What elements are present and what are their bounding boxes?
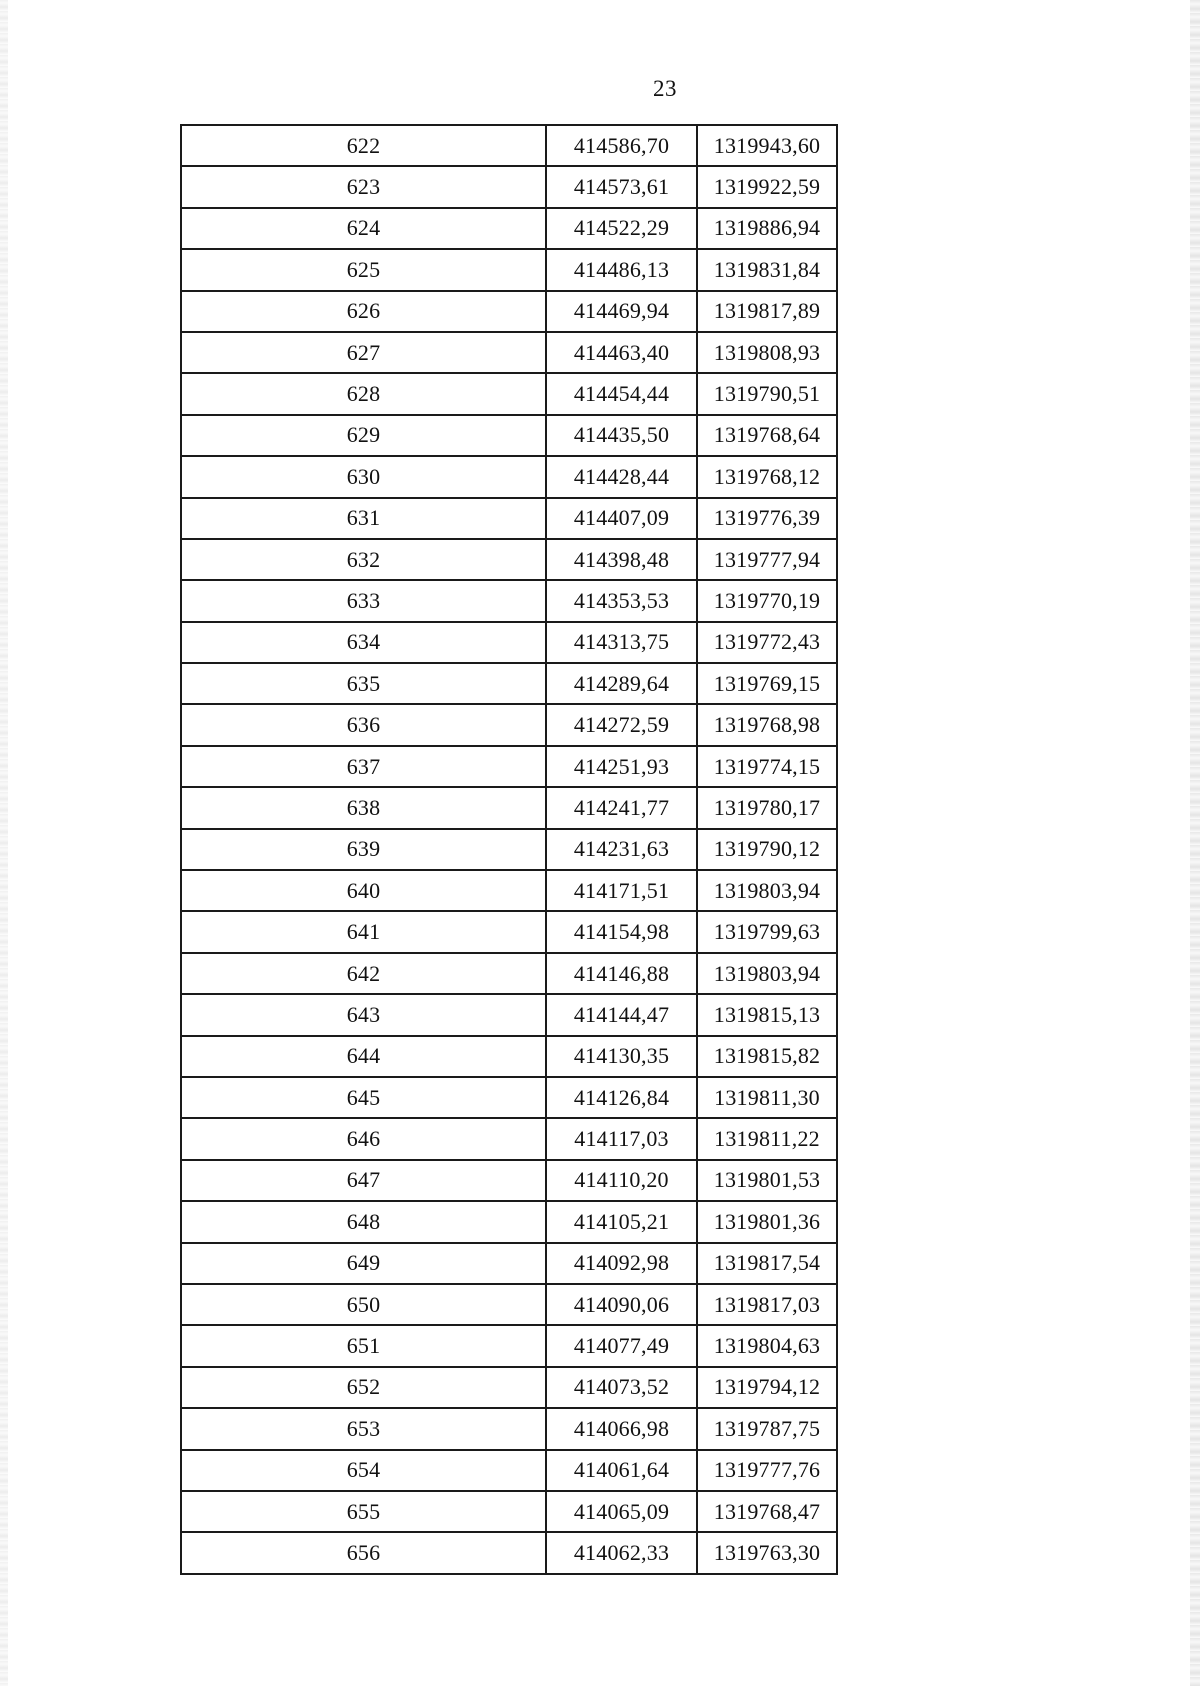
table-row: [181, 1284, 837, 1325]
point-number-cell: 630: [181, 456, 546, 497]
point-number-cell: 644: [181, 1036, 546, 1077]
table-row: [181, 1118, 837, 1159]
x-coordinate-cell: 414090,06: [546, 1284, 697, 1325]
point-number-cell: 629: [181, 415, 546, 456]
y-coordinate-cell: 1319790,51: [697, 373, 837, 414]
table-row: [181, 994, 837, 1035]
x-coordinate-cell: 414126,84: [546, 1077, 697, 1118]
coordinates-table-body: [181, 125, 837, 1574]
point-number-cell: 638: [181, 787, 546, 828]
point-number-cell: 639: [181, 829, 546, 870]
x-coordinate-cell: 414435,50: [546, 415, 697, 456]
point-number-cell: 635: [181, 663, 546, 704]
table-row: [181, 332, 837, 373]
point-number-cell: 637: [181, 746, 546, 787]
point-number-cell: 636: [181, 704, 546, 745]
point-number-cell: 622: [181, 125, 546, 166]
point-number-cell: 645: [181, 1077, 546, 1118]
x-coordinate-cell: 414251,93: [546, 746, 697, 787]
point-number-cell: 625: [181, 249, 546, 290]
table-row: [181, 1491, 837, 1532]
point-number-cell: 648: [181, 1201, 546, 1242]
x-coordinate-cell: 414073,52: [546, 1367, 697, 1408]
table-row: [181, 125, 837, 166]
y-coordinate-cell: 1319769,15: [697, 663, 837, 704]
x-coordinate-cell: 414407,09: [546, 498, 697, 539]
x-coordinate-cell: 414486,13: [546, 249, 697, 290]
point-number-cell: 633: [181, 580, 546, 621]
x-coordinate-cell: 414398,48: [546, 539, 697, 580]
point-number-cell: 628: [181, 373, 546, 414]
y-coordinate-cell: 1319803,94: [697, 870, 837, 911]
y-coordinate-cell: 1319803,94: [697, 953, 837, 994]
point-number-cell: 642: [181, 953, 546, 994]
table-row: [181, 953, 837, 994]
point-number-cell: 643: [181, 994, 546, 1035]
y-coordinate-cell: 1319811,30: [697, 1077, 837, 1118]
point-number-cell: 646: [181, 1118, 546, 1159]
y-coordinate-cell: 1319886,94: [697, 208, 837, 249]
y-coordinate-cell: 1319817,89: [697, 291, 837, 332]
y-coordinate-cell: 1319770,19: [697, 580, 837, 621]
y-coordinate-cell: 1319787,75: [697, 1408, 837, 1449]
y-coordinate-cell: 1319777,76: [697, 1450, 837, 1491]
point-number-cell: 627: [181, 332, 546, 373]
table-row: [181, 456, 837, 497]
table-row: [181, 870, 837, 911]
table-row: [181, 166, 837, 207]
y-coordinate-cell: 1319801,36: [697, 1201, 837, 1242]
x-coordinate-cell: 414469,94: [546, 291, 697, 332]
y-coordinate-cell: 1319922,59: [697, 166, 837, 207]
table-row: [181, 746, 837, 787]
point-number-cell: 654: [181, 1450, 546, 1491]
point-number-cell: 631: [181, 498, 546, 539]
y-coordinate-cell: 1319774,15: [697, 746, 837, 787]
point-number-cell: 623: [181, 166, 546, 207]
y-coordinate-cell: 1319777,94: [697, 539, 837, 580]
table-row: [181, 1367, 837, 1408]
y-coordinate-cell: 1319817,54: [697, 1243, 837, 1284]
x-coordinate-cell: 414130,35: [546, 1036, 697, 1077]
scan-edge-left: [0, 0, 8, 1686]
x-coordinate-cell: 414105,21: [546, 1201, 697, 1242]
point-number-cell: 655: [181, 1491, 546, 1532]
table-row: [181, 787, 837, 828]
table-row: [181, 498, 837, 539]
x-coordinate-cell: 414241,77: [546, 787, 697, 828]
x-coordinate-cell: 414586,70: [546, 125, 697, 166]
x-coordinate-cell: 414171,51: [546, 870, 697, 911]
y-coordinate-cell: 1319768,98: [697, 704, 837, 745]
x-coordinate-cell: 414065,09: [546, 1491, 697, 1532]
table-row: [181, 1243, 837, 1284]
y-coordinate-cell: 1319776,39: [697, 498, 837, 539]
x-coordinate-cell: 414117,03: [546, 1118, 697, 1159]
point-number-cell: 650: [181, 1284, 546, 1325]
y-coordinate-cell: 1319817,03: [697, 1284, 837, 1325]
table-row: [181, 1077, 837, 1118]
point-number-cell: 624: [181, 208, 546, 249]
point-number-cell: 653: [181, 1408, 546, 1449]
table-row: [181, 1036, 837, 1077]
x-coordinate-cell: 414463,40: [546, 332, 697, 373]
table-row: [181, 1408, 837, 1449]
table-row: [181, 208, 837, 249]
y-coordinate-cell: 1319768,12: [697, 456, 837, 497]
x-coordinate-cell: 414066,98: [546, 1408, 697, 1449]
table-row: [181, 911, 837, 952]
x-coordinate-cell: 414062,33: [546, 1532, 697, 1573]
y-coordinate-cell: 1319768,64: [697, 415, 837, 456]
x-coordinate-cell: 414454,44: [546, 373, 697, 414]
point-number-cell: 640: [181, 870, 546, 911]
coordinates-table: [180, 124, 838, 1575]
x-coordinate-cell: 414110,20: [546, 1160, 697, 1201]
point-number-cell: 632: [181, 539, 546, 580]
y-coordinate-cell: 1319780,17: [697, 787, 837, 828]
x-coordinate-cell: 414092,98: [546, 1243, 697, 1284]
y-coordinate-cell: 1319768,47: [697, 1491, 837, 1532]
x-coordinate-cell: 414146,88: [546, 953, 697, 994]
x-coordinate-cell: 414313,75: [546, 622, 697, 663]
table-row: [181, 663, 837, 704]
y-coordinate-cell: 1319831,84: [697, 249, 837, 290]
x-coordinate-cell: 414289,64: [546, 663, 697, 704]
point-number-cell: 641: [181, 911, 546, 952]
y-coordinate-cell: 1319794,12: [697, 1367, 837, 1408]
x-coordinate-cell: 414231,63: [546, 829, 697, 870]
table-row: [181, 539, 837, 580]
y-coordinate-cell: 1319790,12: [697, 829, 837, 870]
y-coordinate-cell: 1319815,82: [697, 1036, 837, 1077]
point-number-cell: 652: [181, 1367, 546, 1408]
point-number-cell: 647: [181, 1160, 546, 1201]
y-coordinate-cell: 1319815,13: [697, 994, 837, 1035]
table-row: [181, 291, 837, 332]
table-row: [181, 373, 837, 414]
y-coordinate-cell: 1319804,63: [697, 1325, 837, 1366]
table-row: [181, 1532, 837, 1573]
x-coordinate-cell: 414272,59: [546, 704, 697, 745]
table-row: [181, 249, 837, 290]
y-coordinate-cell: 1319763,30: [697, 1532, 837, 1573]
table-row: [181, 580, 837, 621]
point-number-cell: 656: [181, 1532, 546, 1573]
table-row: [181, 622, 837, 663]
x-coordinate-cell: 414154,98: [546, 911, 697, 952]
table-row: [181, 1450, 837, 1491]
y-coordinate-cell: 1319799,63: [697, 911, 837, 952]
table-row: [181, 1201, 837, 1242]
x-coordinate-cell: 414573,61: [546, 166, 697, 207]
point-number-cell: 651: [181, 1325, 546, 1366]
x-coordinate-cell: 414061,64: [546, 1450, 697, 1491]
x-coordinate-cell: 414077,49: [546, 1325, 697, 1366]
point-number-cell: 634: [181, 622, 546, 663]
y-coordinate-cell: 1319801,53: [697, 1160, 837, 1201]
table-row: [181, 415, 837, 456]
x-coordinate-cell: 414522,29: [546, 208, 697, 249]
x-coordinate-cell: 414428,44: [546, 456, 697, 497]
y-coordinate-cell: 1319811,22: [697, 1118, 837, 1159]
point-number-cell: 649: [181, 1243, 546, 1284]
table-row: [181, 704, 837, 745]
table-row: [181, 1325, 837, 1366]
scan-edge-right: [1190, 0, 1200, 1686]
y-coordinate-cell: 1319808,93: [697, 332, 837, 373]
x-coordinate-cell: 414353,53: [546, 580, 697, 621]
point-number-cell: 626: [181, 291, 546, 332]
table-row: [181, 829, 837, 870]
table-row: [181, 1160, 837, 1201]
x-coordinate-cell: 414144,47: [546, 994, 697, 1035]
y-coordinate-cell: 1319943,60: [697, 125, 837, 166]
y-coordinate-cell: 1319772,43: [697, 622, 837, 663]
page-number: 23: [653, 76, 677, 101]
